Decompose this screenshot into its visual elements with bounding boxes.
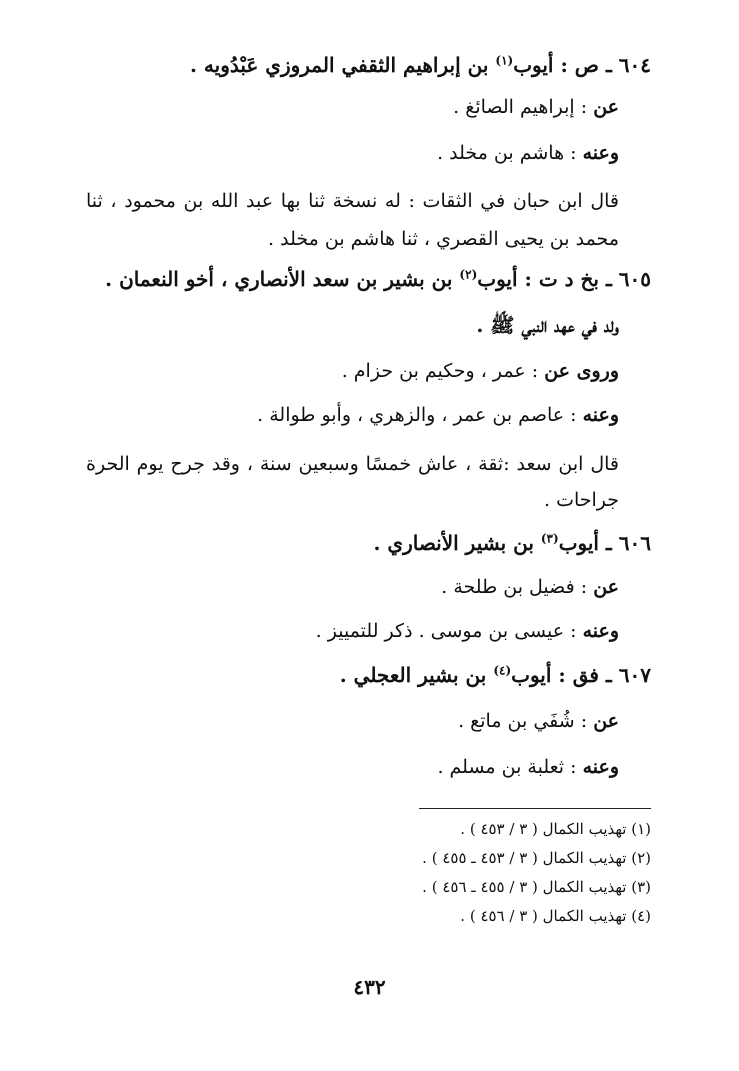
footnote-1: (١) تهذيب الكمال ( ٣ / ٤٥٣ ) . <box>460 820 651 838</box>
entry-604-heading-text: ٦٠٤ ـ ص : أيوب <box>513 53 651 77</box>
entry-606-heading-rest: بن بشير الأنصاري . <box>373 531 541 555</box>
entry-606-heading <box>82 528 651 558</box>
an-text: : شُفَي بن ماتع . <box>458 710 594 732</box>
entry-605-heading-text: ٦٠٥ ـ بخ د ت : أيوب <box>477 267 651 291</box>
entry-604-heading-rest: بن إبراهيم الثقفي المروزي عَبْدُويه . <box>190 53 496 77</box>
entry-605-heading <box>82 264 651 294</box>
entry-604-heading <box>82 50 651 80</box>
page-number: ٤٣٢ <box>353 975 386 999</box>
footnote-4: (٤) تهذيب الكمال ( ٣ / ٤٥٦ ) . <box>460 907 651 925</box>
entry-606-wa <box>82 616 619 646</box>
wa-label: وعنه <box>582 142 619 164</box>
entry-604-wa <box>82 138 619 168</box>
an-label: عن <box>593 710 619 732</box>
footnote-rule <box>419 808 651 809</box>
footnote-2: (٢) تهذيب الكمال ( ٣ / ٤٥٣ ـ ٤٥٥ ) . <box>422 849 651 867</box>
entry-605-wa <box>82 400 619 430</box>
rawa-text: : عمر ، وحكيم بن حزام . <box>341 360 545 382</box>
entry-604-an <box>82 92 619 122</box>
footnote-ref-4: (٤) <box>493 663 512 678</box>
an-text: : إبراهيم الصائغ . <box>453 96 594 118</box>
wa-label: وعنه <box>582 404 619 426</box>
entry-607-an <box>82 706 619 736</box>
wa-text: : عيسى بن موسى . ذكر للتمييز . <box>315 620 583 642</box>
entry-605-rawa <box>82 356 619 386</box>
entry-605-heading-rest: بن بشير بن سعد الأنصاري ، أخو النعمان . <box>105 267 460 291</box>
footnote-ref-3: (٣) <box>540 531 559 546</box>
an-text: : فضيل بن طلحة . <box>441 576 594 598</box>
an-label: عن <box>593 576 619 598</box>
entry-606-heading-text: ٦٠٦ ـ أيوب <box>558 531 651 555</box>
footnote-ref-2: (٢) <box>459 267 478 282</box>
wa-text: : ثعلبة بن مسلم . <box>437 756 583 778</box>
footnote-3: (٣) تهذيب الكمال ( ٣ / ٤٥٥ ـ ٤٥٦ ) . <box>422 878 651 896</box>
an-label: عن <box>593 96 619 118</box>
entry-607-heading-rest: بن بشير العجلي . <box>339 663 494 687</box>
entry-607-heading-text: ٦٠٧ ـ فق : أيوب <box>511 663 651 687</box>
rawa-label: وروى عن <box>544 360 619 382</box>
entry-604-note: قال ابن حبان في الثقات : له نسخة ثنا بها عبد الله بن محمود ، ثنا محمد بن يحيى القصري ، ثنا هاشم بن مخلد . <box>86 190 619 250</box>
wa-text: : عاصم بن عمر ، والزهري ، وأبو طوالة . <box>257 404 583 426</box>
wa-label: وعنه <box>582 620 619 642</box>
wa-text: : هاشم بن مخلد . <box>437 142 583 164</box>
wa-label: وعنه <box>582 756 619 778</box>
entry-605-note: قال ابن سعد :ثقة ، عاش خمسًا وسبعين سنة ، وقد جرح يوم الحرة جراحات . <box>86 453 619 511</box>
footnote-ref-1: (١) <box>495 53 514 68</box>
entry-607-wa <box>82 752 619 782</box>
entry-607-heading <box>82 660 651 690</box>
entry-605-born: ولد في عهد النبي ﷺ . <box>476 313 619 337</box>
entry-606-an <box>82 572 619 602</box>
